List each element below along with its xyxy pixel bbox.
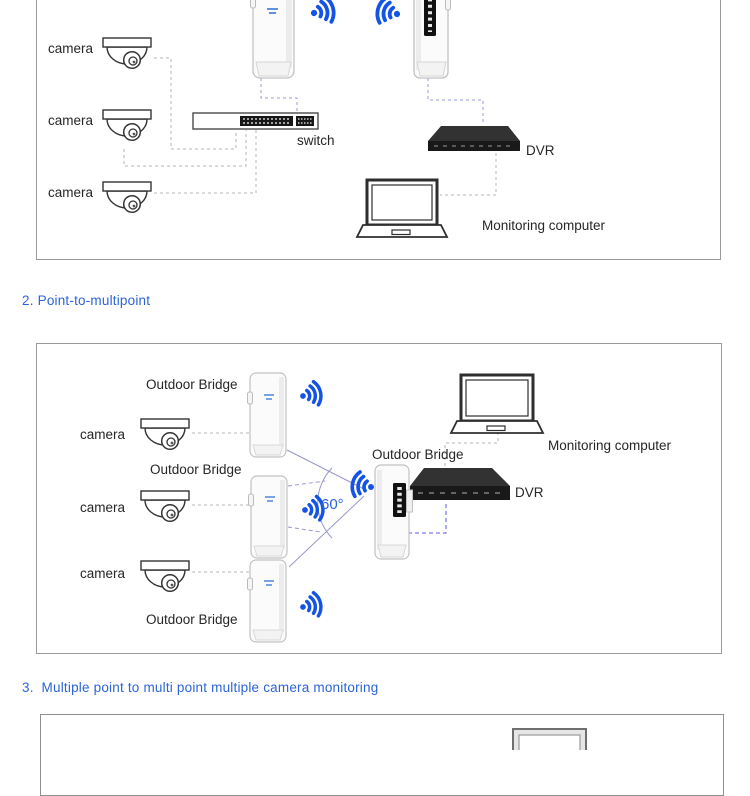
- outdoor-bridge-label: Outdoor Bridge: [146, 377, 238, 392]
- wifi-signal-icon: [375, 0, 404, 27]
- outdoor-bridge-icon: [248, 560, 287, 642]
- section-heading-3: 3. Multiple point to multi point multiple camera monitoring: [22, 680, 379, 695]
- dome-camera-icon: [103, 38, 151, 68]
- camera-label: camera: [48, 185, 94, 200]
- camera-label: camera: [48, 41, 94, 56]
- outdoor-bridge-label: Outdoor Bridge: [150, 462, 242, 477]
- outdoor-bridge-icon: [248, 373, 287, 457]
- wifi-signal-icon: [350, 471, 376, 500]
- dome-camera-icon: [103, 110, 151, 140]
- wifi-signal-icon: [298, 592, 323, 620]
- outdoor-bridge-label: Outdoor Bridge: [372, 447, 464, 462]
- dvr-label: DVR: [515, 485, 544, 500]
- outdoor-bridge-label: Outdoor Bridge: [146, 612, 238, 627]
- dome-camera-icon: [141, 561, 189, 591]
- outdoor-bridge-icon: [375, 465, 413, 559]
- camera-label: camera: [80, 500, 126, 515]
- beam-angle-label: 60°: [321, 496, 344, 513]
- outdoor-bridge-icon: [249, 476, 288, 558]
- monitoring-computer-label: Monitoring computer: [482, 218, 606, 233]
- laptop-icon: [357, 180, 447, 237]
- dome-camera-icon: [141, 419, 189, 449]
- monitor-icon: [513, 729, 586, 750]
- wifi-signal-icon: [298, 381, 323, 409]
- dome-camera-icon: [103, 182, 151, 212]
- camera-label: camera: [48, 113, 94, 128]
- dome-camera-icon: [141, 491, 189, 521]
- dvr-icon: [410, 468, 510, 500]
- outdoor-bridge-icon: [251, 0, 295, 78]
- monitoring-computer-label: Monitoring computer: [548, 438, 672, 453]
- section-heading-2: 2. Point-to-multipoint: [22, 293, 151, 308]
- camera-label: camera: [80, 427, 126, 442]
- outdoor-bridge-icon: [414, 0, 451, 78]
- dvr-icon: [428, 126, 520, 151]
- switch-label: switch: [297, 133, 335, 148]
- laptop-icon: [451, 375, 543, 433]
- wifi-signal-icon: [308, 0, 337, 26]
- network-switch-icon: [193, 113, 318, 129]
- dvr-label: DVR: [526, 143, 555, 158]
- camera-label: camera: [80, 566, 126, 581]
